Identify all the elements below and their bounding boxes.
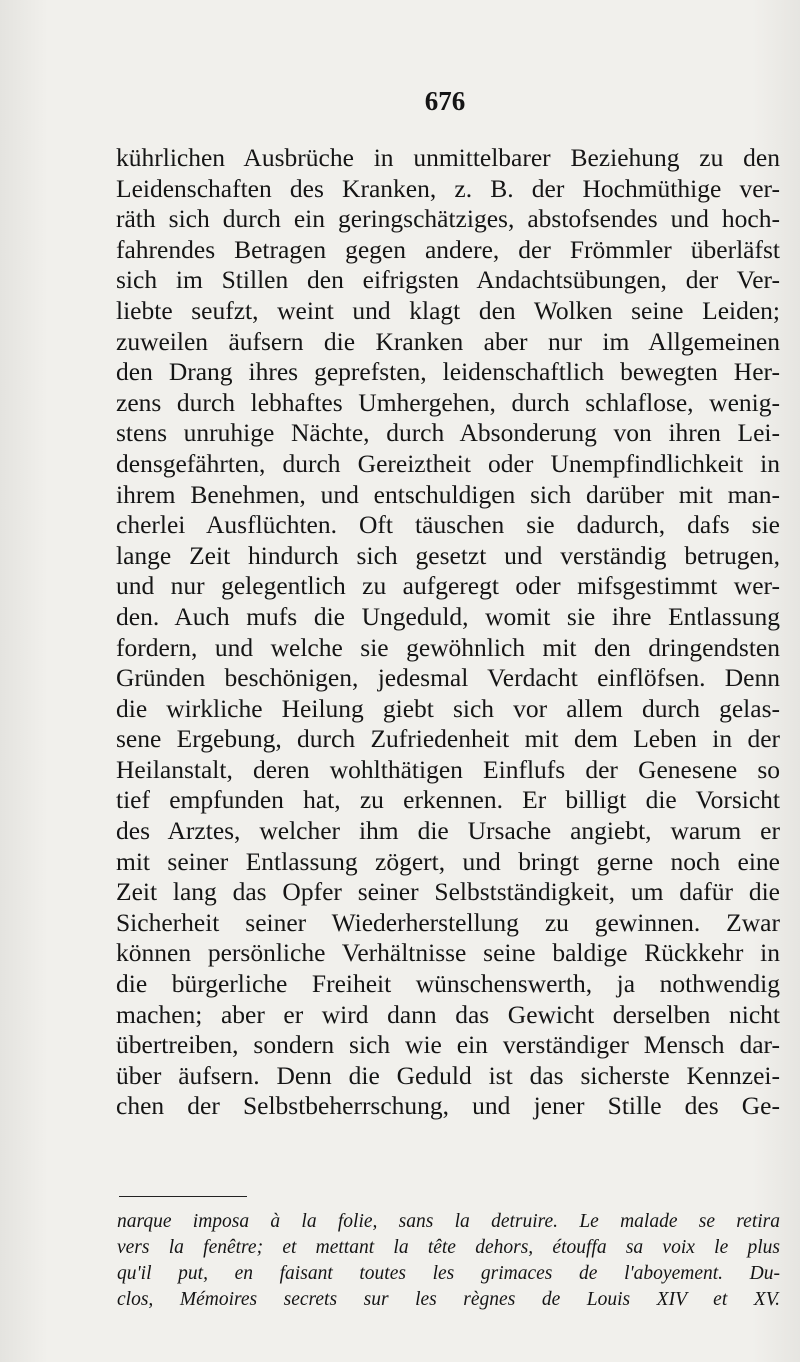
text-line: machen; aber er wird dann das Gewicht derselben nicht: [116, 999, 780, 1029]
text-line: Sicherheit seiner Wiederherstellung zu gewinnen. Zwar: [116, 907, 780, 937]
text-line: die wirkliche Heilung giebt sich vor allem durch gelas-: [116, 693, 780, 723]
text-line: räth sich durch ein geringschätziges, abstofsendes und hoch-: [116, 204, 780, 234]
page-number: 676: [424, 86, 466, 116]
text-line: die bürgerliche Freiheit wünschenswerth, ja nothwendig: [116, 969, 780, 999]
footnote-line: clos, Mémoires secrets sur les règnes de Louis XIV et XV.: [117, 1289, 780, 1310]
text-line: sene Ergebung, durch Zufriedenheit mit dem Leben in der: [116, 724, 780, 754]
footnote-line: qu'il put, en faisant toutes les grimaces de l'aboyement. Du-: [117, 1263, 780, 1284]
text-line: des Arztes, welcher ihm die Ursache angiebt, warum er: [116, 816, 780, 846]
footnote: [117, 1209, 780, 1313]
text-line: können persönliche Verhältnisse seine baldige Rückkehr in: [116, 938, 780, 968]
footnote-line: narque imposa à la folie, sans la detruire. Le malade se retira: [117, 1211, 780, 1232]
text-line: cherlei Ausflüchten. Oft täuschen sie dadurch, dafs sie: [116, 510, 780, 540]
text-line: Gründen beschönigen, jedesmal Verdacht einflöfsen. Denn: [116, 663, 780, 693]
text-line: übertreiben, sondern sich wie ein verständiger Mensch dar-: [116, 1030, 780, 1060]
text-line: den. Auch mufs die Ungeduld, womit sie ihre Entlassung: [116, 601, 780, 631]
text-line: mit seiner Entlassung zögert, und bringt gerne noch eine: [116, 846, 780, 876]
text-line: Leidenschaften des Kranken, z. B. der Hochmüthige ver-: [116, 173, 780, 203]
text-line: zens durch lebhaftes Umhergehen, durch schlaflose, wenig-: [116, 387, 780, 417]
text-line: ihrem Benehmen, und entschuldigen sich darüber mit man-: [116, 479, 780, 509]
text-line: kührlichen Ausbrüche in unmittelbarer Beziehung zu den: [116, 143, 780, 172]
text-line: sich im Stillen den eifrigsten Andachtsübungen, der Ver-: [116, 265, 780, 295]
footnote-divider: [119, 1196, 247, 1197]
text-line: den Drang ihres geprefsten, leidenschaftlich bewegten Her-: [116, 357, 780, 387]
text-line: Heilanstalt, deren wohlthätigen Einflufs der Genesene so: [116, 754, 780, 784]
text-line: lange Zeit hindurch sich gesetzt und verständig betrugen,: [116, 540, 780, 570]
text-line: fahrendes Betragen gegen andere, der Frömmler überläfst: [116, 234, 780, 264]
text-line: liebte seufzt, weint und klagt den Wolken seine Leiden;: [116, 295, 780, 325]
footnote-line: vers la fenêtre; et mettant la tête dehors, étouffa sa voix le plus: [117, 1237, 780, 1258]
text-line: fordern, und welche sie gewöhnlich mit den dringendsten: [116, 632, 780, 662]
text-line: und nur gelegentlich zu aufgeregt oder mifsgestimmt wer-: [116, 571, 780, 601]
text-line: über äufsern. Denn die Geduld ist das sicherste Kennzei-: [116, 1060, 780, 1090]
text-line: chen der Selbstbeherrschung, und jener Stille des Ge-: [116, 1091, 780, 1121]
body-text: [116, 143, 780, 1122]
text-line: Zeit lang das Opfer seiner Selbstständigkeit, um dafür die: [116, 877, 780, 907]
text-line: stens unruhige Nächte, durch Absonderung von ihren Lei-: [116, 418, 780, 448]
text-line: densgefährten, durch Gereiztheit oder Unempfindlichkeit in: [116, 448, 780, 478]
text-line: tief empfunden hat, zu erkennen. Er billigt die Vorsicht: [116, 785, 780, 815]
text-line: zuweilen äufsern die Kranken aber nur im Allgemeinen: [116, 326, 780, 356]
